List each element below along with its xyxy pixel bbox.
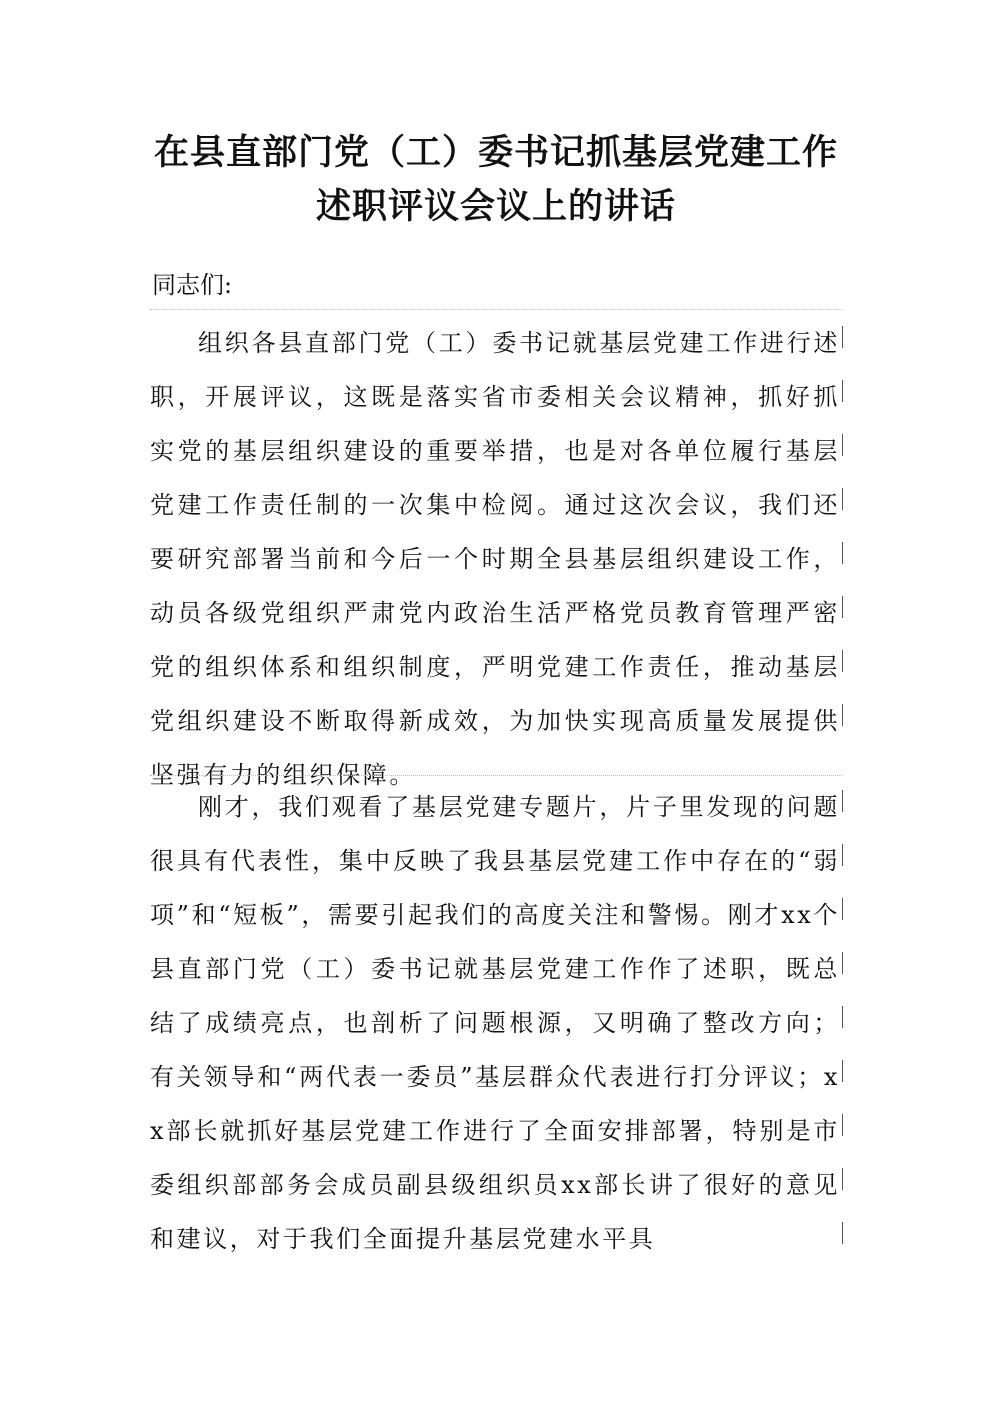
line-end-mark (842, 380, 843, 402)
line-end-mark (842, 790, 843, 812)
line-end-mark (842, 704, 843, 726)
line-end-mark (842, 488, 843, 510)
line-end-mark (842, 542, 843, 564)
line-end-mark (842, 1006, 843, 1028)
line-end-mark (842, 952, 843, 974)
paragraph-divider (150, 775, 842, 776)
line-end-mark (842, 1168, 843, 1190)
paragraph-1: 组织各县直部门党（工）委书记就基层党建工作进行述职，开展评议，这既是落实省市委相关会议精神，抓好抓实党的基层组织建设的重要举措，也是对各单位履行基层党建工作责任制的一次集中检阅。通过这次会议，我们还要研究部署当前和今后一个时期全县基层组织建设工作，动员各级党组织严肃党内政治生活严格党员教育管理严密党的组织体系和组织制度，严明党建工作责任，推动基层党组织建设不断取得新成效，为加快实现高质量发展提供坚强有力的组织保障。 (150, 329, 840, 789)
line-end-mark (842, 1114, 843, 1136)
line-end-mark (842, 1060, 843, 1082)
line-end-mark (842, 434, 843, 456)
salutation: 同志们: (152, 271, 233, 299)
line-end-mark (842, 1222, 843, 1244)
paragraph-divider (150, 309, 842, 310)
line-end-mark (842, 326, 843, 348)
line-end-mark (842, 650, 843, 672)
line-end-mark (842, 844, 843, 866)
paragraph-2: 刚才，我们观看了基层党建专题片，片子里发现的问题很具有代表性，集中反映了我县基层党建工作中存在的“弱项”和“短板”，需要引起我们的高度关注和警惕。刚才xx个县直部门党（工）委书记就基层党建工作作了述职，既总结了成绩亮点，也剖析了问题根源，又明确了整改方向；有关领导和“两代表一委员”基层群众代表进行打分评议；xx部长就抓好基层党建工作进行了全面安排部署，特别是市委组织部部务会成员副县级组织员xx部长讲了很好的意见和建议，对于我们全面提升基层党建水平具 (150, 793, 840, 1253)
document-title: 在县直部门党（工）委书记抓基层党建工作述职评议会议上的讲话 (153, 132, 838, 227)
line-end-mark (842, 898, 843, 920)
line-end-mark (842, 596, 843, 618)
